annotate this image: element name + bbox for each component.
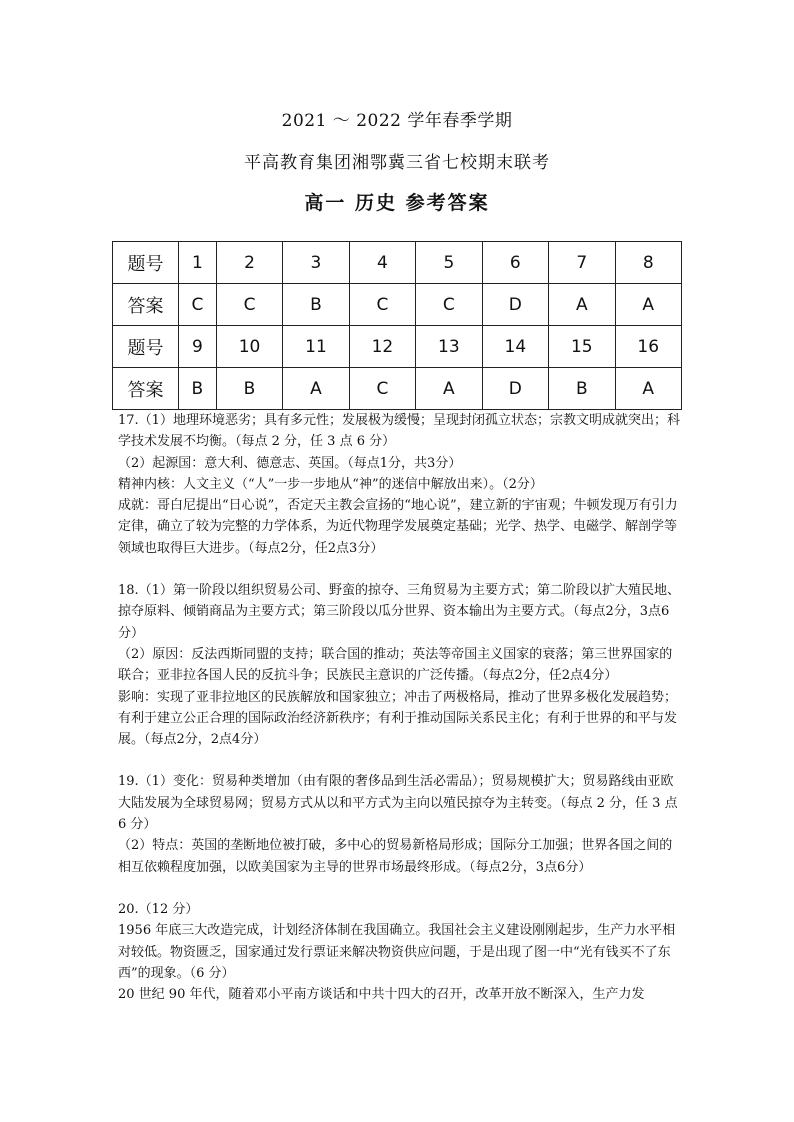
paragraph: （2）起源国：意大利、德意志、英国。（每点1分，共3分） xyxy=(118,455,462,471)
paragraph: 成就：哥白尼提出“日心说”，否定天主教会宣扬的“地心说”，建立新的宇宙观；牛顿发现万有引力定律，确立了较为完整的力学体系，为近代物理学发展奠定基础；光学、热学、电磁学、解剖学等领域也取得巨大进步。（每点2分，任2点3分） xyxy=(118,498,678,556)
table-cell: 13 xyxy=(416,326,482,368)
table-cell: 3 xyxy=(283,242,349,284)
table-cell: A xyxy=(615,368,682,410)
paragraph: （2）特点：英国的垄断地位被打破，多中心的贸易新格局形成；国际分工加强；世界各国之间的相互依赖程度加强，以欧美国家为主导的世界市场最终形成。（每点2分，3点6分） xyxy=(118,838,673,875)
table-cell: 9 xyxy=(179,326,217,368)
paragraph: 20 世纪 90 年代，随着邓小平南方谈话和中共十四大的召开，改革开放不断深入，生产力发 xyxy=(118,987,645,1003)
table-cell: 15 xyxy=(549,326,615,368)
paragraph: 17.（1）地理环境恶劣；具有多元性；发展极为缓慢；呈现封闭孤立状态；宗教文明成就突出；科学技术发展不均衡。（每点 2 分，任 3 点 6 分） xyxy=(118,413,680,450)
table-row xyxy=(113,368,682,410)
answer-text xyxy=(118,410,680,1005)
exam-term-title: 2021 ～ 2022 学年春季学期 xyxy=(281,111,513,131)
table-cell: C xyxy=(416,284,482,326)
paragraph: 19.（1）变化：贸易种类增加（由有限的奢侈品到生活必需品）；贸易规模扩大；贸易路线由亚欧大陆发展为全球贸易网；贸易方式从以和平方式为主向以殖民掠夺为主转变。（每点 2 分，任 3 点 6 分） xyxy=(118,774,678,833)
table-cell: 10 xyxy=(216,326,282,368)
table-cell: B xyxy=(216,368,282,410)
spacer xyxy=(118,750,680,771)
table-cell: 14 xyxy=(482,326,548,368)
table-cell: 1 xyxy=(179,242,217,284)
table-cell: A xyxy=(615,284,682,326)
table-cell: D xyxy=(482,368,548,410)
table-cell: A xyxy=(416,368,482,410)
table-cell: A xyxy=(549,284,615,326)
table-row xyxy=(113,242,682,284)
table-cell: B xyxy=(179,368,217,410)
spacer xyxy=(118,878,680,899)
paragraph: 18.（1）第一阶段以组织贸易公司、野蛮的掠夺、三角贸易为主要方式；第二阶段以扩大殖民地、掠夺原料、倾销商品为主要方式；第三阶段以瓜分世界、资本输出为主要方式。（每点2分，3点6分） xyxy=(118,583,680,641)
table-cell: 12 xyxy=(349,326,415,368)
table-cell: B xyxy=(283,284,349,326)
paragraph: 精神内核：人文主义（“人”一步一步地从“神”的迷信中解放出来）。（2分） xyxy=(118,476,543,492)
table-row xyxy=(113,326,682,368)
table-cell: 5 xyxy=(416,242,482,284)
table-cell: 2 xyxy=(216,242,282,284)
answer-key-title: 高一 历史 参考答案 xyxy=(304,192,490,214)
table-cell: C xyxy=(216,284,282,326)
table-cell: 4 xyxy=(349,242,415,284)
paragraph: 1956 年底三大改造完成，计划经济体制在我国确立。我国社会主义建设刚刚起步，生产力水平相对较低。物资匮乏，国家通过发行票证来解决物资供应问题，于是出现了图一中“光有钱买不了东西”的现象。（6 分） xyxy=(118,923,676,981)
exam-name-title: 平高教育集团湘鄂冀三省七校期末联考 xyxy=(244,153,550,173)
row-label: 答案 xyxy=(113,284,179,326)
table-cell: C xyxy=(349,368,415,410)
row-label: 答案 xyxy=(113,368,179,410)
table-cell: 8 xyxy=(615,242,682,284)
paragraph: 20.（12 分） xyxy=(118,901,199,917)
spacer xyxy=(118,559,680,580)
table-cell: 16 xyxy=(615,326,682,368)
table-cell: 7 xyxy=(549,242,615,284)
paragraph: （2）原因：反法西斯同盟的支持；联合国的推动；英法等帝国主义国家的衰落；第三世界国家的联合；亚非拉各国人民的反抗斗争；民族民主意识的广泛传播。（每点2分，任2点4分） xyxy=(118,646,673,684)
table-row xyxy=(113,284,682,326)
answer-table xyxy=(112,241,682,410)
table-cell: B xyxy=(549,368,615,410)
table-cell: 6 xyxy=(482,242,548,284)
table-cell: C xyxy=(179,284,217,326)
row-label: 题号 xyxy=(113,242,179,284)
row-label: 题号 xyxy=(113,326,179,368)
paragraph: 影响：实现了亚非拉地区的民族解放和国家独立；冲击了两极格局，推动了世界多极化发展趋势；有利于建立公正合理的国际政治经济新秩序；有利于推动国际关系民主化；有利于世界的和平与发展。（每点2分，2点4分） xyxy=(118,689,678,748)
table-cell: A xyxy=(283,368,349,410)
table-cell: 11 xyxy=(283,326,349,368)
table-cell: C xyxy=(349,284,415,326)
table-cell: D xyxy=(482,284,548,326)
